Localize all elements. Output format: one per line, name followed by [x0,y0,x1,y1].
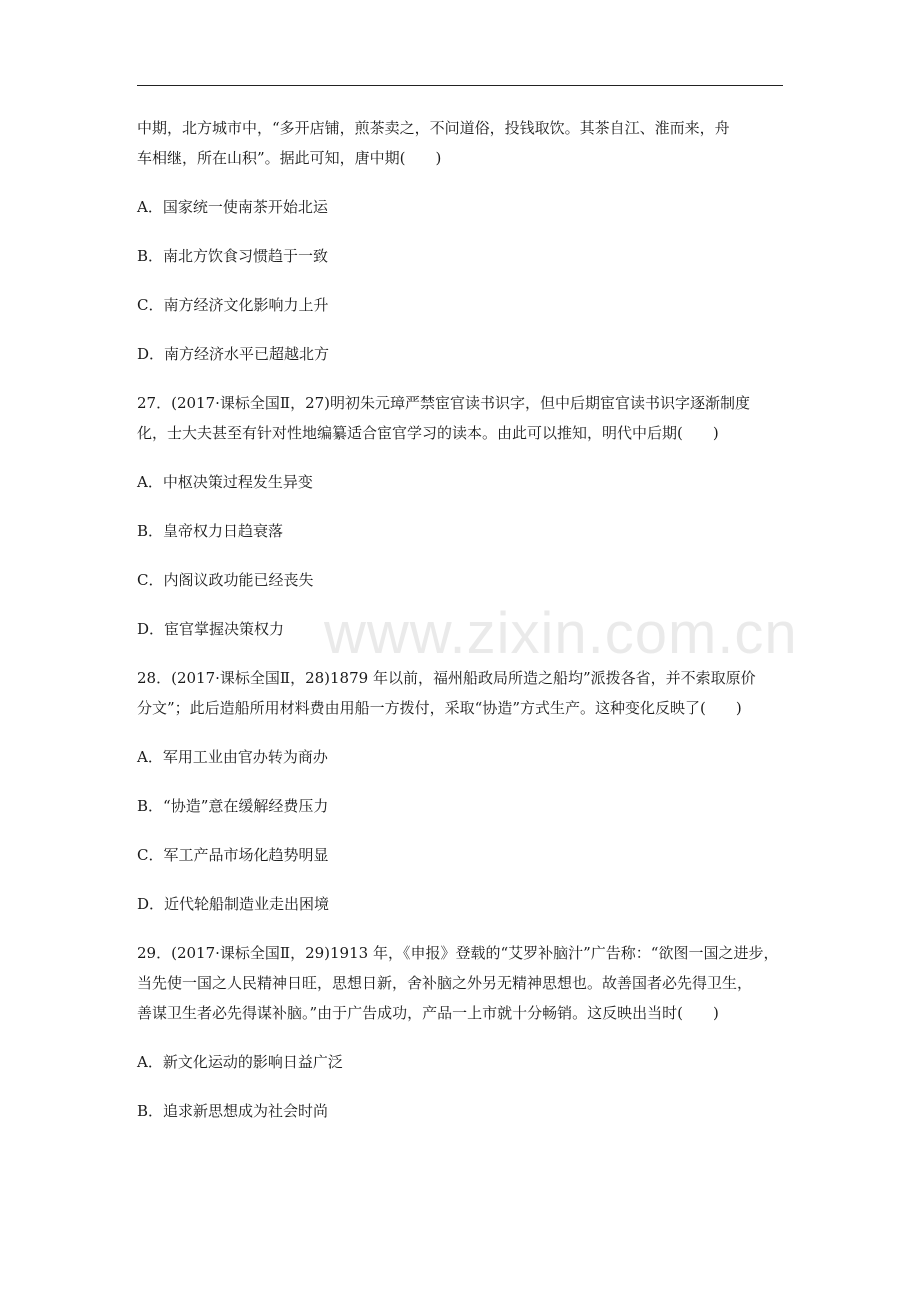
page-content [137,113,783,1126]
option-a: A．新文化运动的影响日益广泛 [137,1053,343,1071]
option-c: C．南方经济文化影响力上升 [137,296,329,314]
watermark: www.zixin.com.cn [324,601,798,666]
question-stem-line: 29．(2017·课标全国Ⅱ，29)1913 年，《申报》登载的“艾罗补脑汁”广告称：“欲图一国之进步， [137,944,779,962]
option-a: A．国家统一使南茶开始北运 [137,198,328,216]
option-d: D．南方经济水平已超越北方 [137,345,330,363]
question-stem-line: 28．(2017·课标全国Ⅱ，28)1879 年以前，福州船政局所造之船均”派拨各省，并不索取原价 [137,669,756,687]
option-b: B．南北方饮食习惯趋于一致 [137,247,329,265]
question-27 [137,388,783,644]
question-stem-line: 当先使一国之人民精神日旺，思想日新，舍补脑之外另无精神思想也。故善国者必先得卫生， [137,974,753,992]
option-d: D．近代轮船制造业走出困境 [137,895,330,913]
option-c: C．军工产品市场化趋势明显 [137,846,329,864]
question-29 [137,938,783,1126]
header-rule [137,85,783,86]
question-26 [137,113,783,369]
option-c: C．内阁议政功能已经丧失 [137,571,314,589]
question-stem-line: 善谋卫生者必先得谋补脑。”由于广告成功，产品一上市就十分畅销。这反映出当时( ) [137,1004,719,1022]
question-stem-line: 中期，北方城市中，“多开店铺，煎茶卖之，不问道俗，投钱取饮。其茶自江、淮而来，舟 [137,119,730,137]
question-stem-line: 分文”；此后造船所用材料费由用船一方拨付，采取“协造”方式生产。这种变化反映了( ) [137,699,742,717]
option-b: B．追求新思想成为社会时尚 [137,1102,329,1120]
question-stem-line: 车相继，所在山积”。据此可知，唐中期( ) [137,149,442,167]
question-stem-line: 27．(2017·课标全国Ⅱ，27)明初朱元璋严禁宦官读书识字，但中后期宦官读书识字逐渐制度 [137,394,751,412]
option-b: B．“协造”意在缓解经费压力 [137,797,329,815]
option-d: D．宦官掌握决策权力 [137,620,285,638]
question-stem-line: 化，士大夫甚至有针对性地编纂适合宦官学习的读本。由此可以推知，明代中后期( ) [137,424,719,442]
option-b: B．皇帝权力日趋衰落 [137,522,284,540]
option-a: A．中枢决策过程发生异变 [137,473,313,491]
option-a: A．军用工业由官办转为商办 [137,748,328,766]
question-28 [137,663,783,919]
